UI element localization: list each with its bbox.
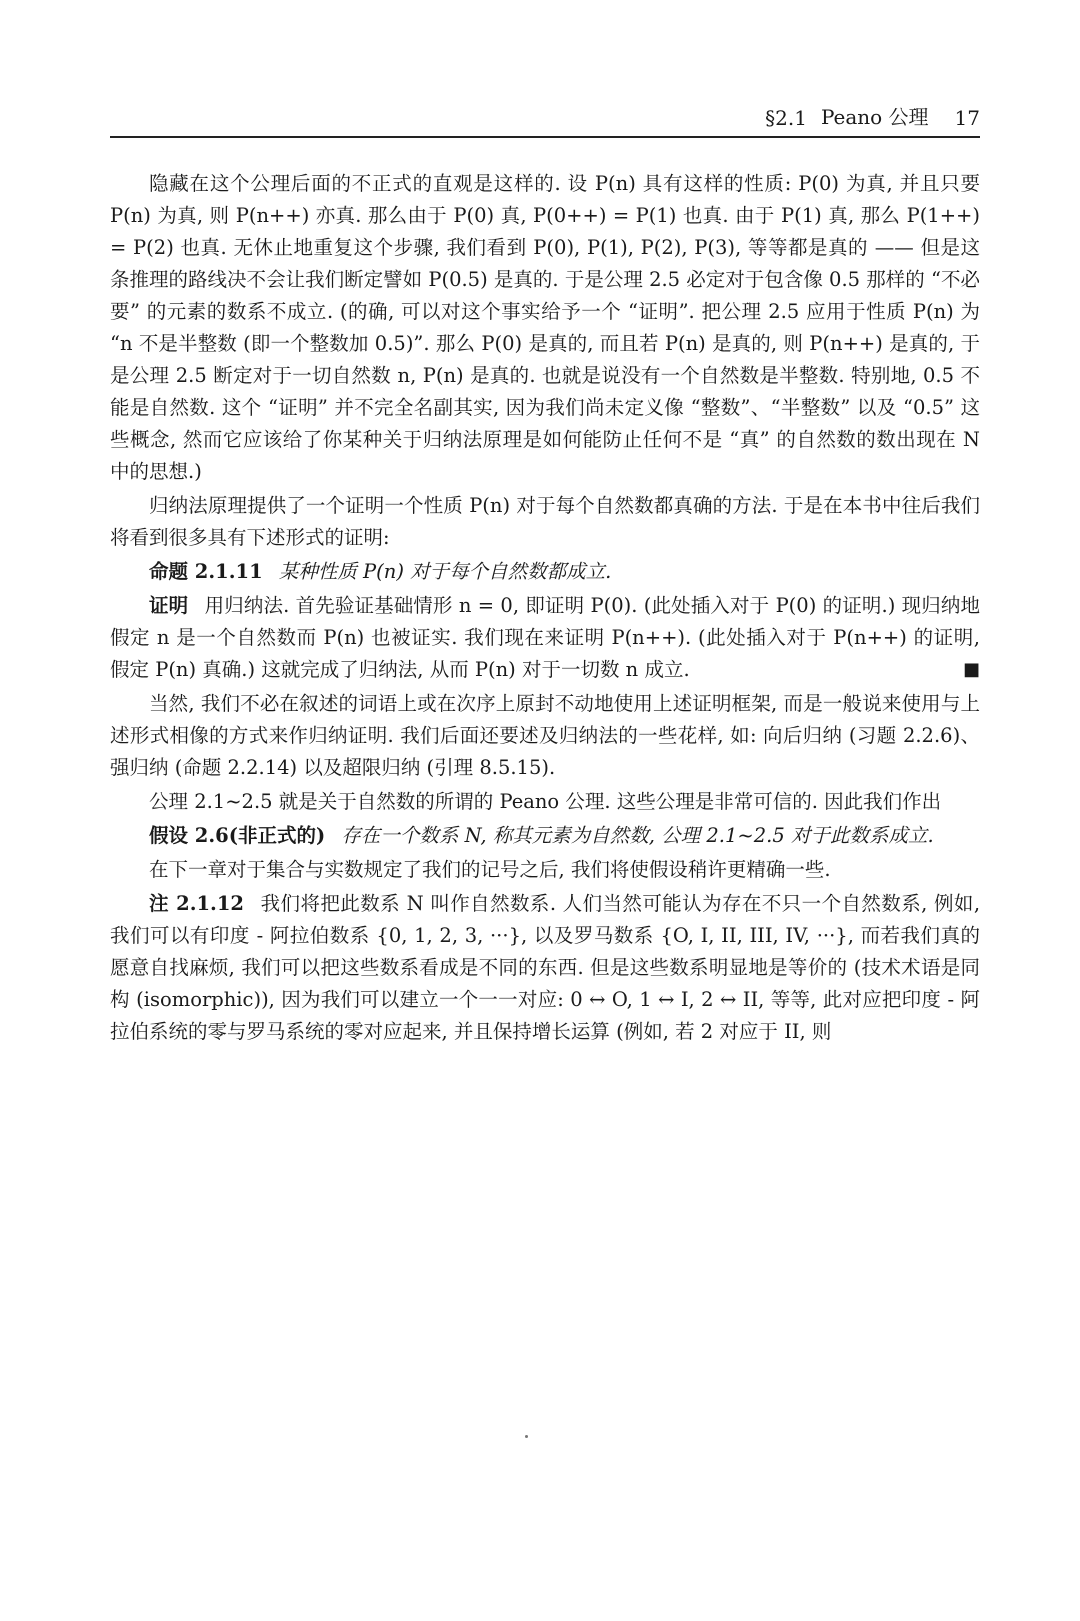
proof-block <box>110 590 980 686</box>
paragraph-proof-variants: 当然, 我们不必在叙述的词语上或在次序上原封不动地使用上述证明框架, 而是一般说来使用与上述形式相像的方式来作归纳证明. 我们后面还要述及归纳法的一些花样, 如: 向后归纳 (习题 2.2.6)、强归纳 (命题 2.2.14) 以及超限归纳 (引理 8.5.15). <box>110 692 980 779</box>
proposition-text: 某种性质 P(n) 对于每个自然数都成立. <box>278 560 612 583</box>
proof-label: 证明 <box>149 594 189 617</box>
page-body <box>110 168 980 1050</box>
proposition-2-1-11 <box>110 556 980 588</box>
scan-speck <box>525 1435 528 1438</box>
qed-symbol: ■ <box>962 659 980 680</box>
paragraph-intuition: 隐藏在这个公理后面的不正式的直观是这样的. 设 P(n) 具有这样的性质: P(0) 为真, 并且只要 P(n) 为真, 则 P(n++) 亦真. 那么由于 P(0) 真, P(0++) = P(1) 也真. 由于 P(1) 真, 那么 P(1++) = P(2) 也真. 无休止地重复这个步骤, 我们看到 P(0), P(1), P(2), P(3), 等等都是真的 —— 但是这条推理的路线决不会让我们断定譬如 P(0.5) 是真的. 于是公理 2.5 必定对于包含像 0.5 那样的 “不必要” 的元素的数系不成立. (的确, 可以对这个事实给予一个 “证明”. 把公理 2.5 应用于性质 P(n) 为 “n 不是半整数 (即一个整数加 0.5)”. 那么 P(0) 是真的, 而且若 P(n) 是真的, 则 P(n++) 是真的, 于是公理 2.5 断定对于一切自然数 n, P(n) 是真的. 也就是说没有一个自然数是半整数. 特别地, 0.5 不能是自然数. 这个 “证明” 并不完全名副其实, 因为我们尚未定义像 “整数”、“半整数” 以及 “0.5” 这些概念, 然而它应该给了你某种关于归纳法原理是如何能防止任何不是 “真” 的自然数的数出现在 N 中的思想.) <box>110 172 980 483</box>
remark-label: 注 2.1.12 <box>149 892 244 915</box>
assumption-text: 存在一个数系 N, 称其元素为自然数, 公理 2.1~2.5 对于此数系成立. <box>341 824 934 847</box>
remark-text: 我们将把此数系 N 叫作自然数系. 人们当然可能认为存在不只一个自然数系, 例如, 我们可以有印度 - 阿拉伯数系 {0, 1, 2, 3, ···}, 以及罗马数系 {O, I, II, III, IV, ···}, 而若我们真的愿意自找麻烦, 我们可以把这些数系看成是不同的东西. 但是这些数系明显地是等价的 (技术术语是同构 (isomorphic)), 因为我们可以建立一个一一对应: 0 ↔ O, 1 ↔ I, 2 ↔ II, 等等, 此对应把印度 - 阿拉伯系统的零与罗马系统的零对应起来, 并且保持增长运算 (例如, 若 2 对应于 II, 则 <box>110 892 981 1043</box>
proposition-label: 命题 2.1.11 <box>149 560 263 583</box>
paragraph-induction-principle: 归纳法原理提供了一个证明一个性质 P(n) 对于每个自然数都真确的方法. 于是在本书中往后我们将看到很多具有下述形式的证明: <box>110 494 980 549</box>
section-number: §2.1 <box>765 106 807 130</box>
page-number: 17 <box>954 106 980 130</box>
assumption-2-6 <box>110 820 980 852</box>
remark-2-1-12 <box>110 888 980 1048</box>
running-header <box>110 96 980 138</box>
paragraph-next-chapter: 在下一章对于集合与实数规定了我们的记号之后, 我们将使假设稍许更精确一些. <box>149 858 831 881</box>
section-title: Peano 公理 <box>820 105 929 129</box>
paragraph-peano-axioms: 公理 2.1~2.5 就是关于自然数的所谓的 Peano 公理. 这些公理是非常可信的. 因此我们作出 <box>149 790 942 813</box>
assumption-label: 假设 2.6(非正式的) <box>149 824 326 847</box>
proof-text: 用归纳法. 首先验证基础情形 n = 0, 即证明 P(0). (此处插入对于 P(0) 的证明.) 现归纳地假定 n 是一个自然数而 P(n) 也被证实. 我们现在来证明 P(n++). (此处插入对于 P(n++) 的证明, 假定 P(n) 真确.) 这就完成了归纳法, 从而 P(n) 对于一切数 n 成立. <box>110 594 980 681</box>
